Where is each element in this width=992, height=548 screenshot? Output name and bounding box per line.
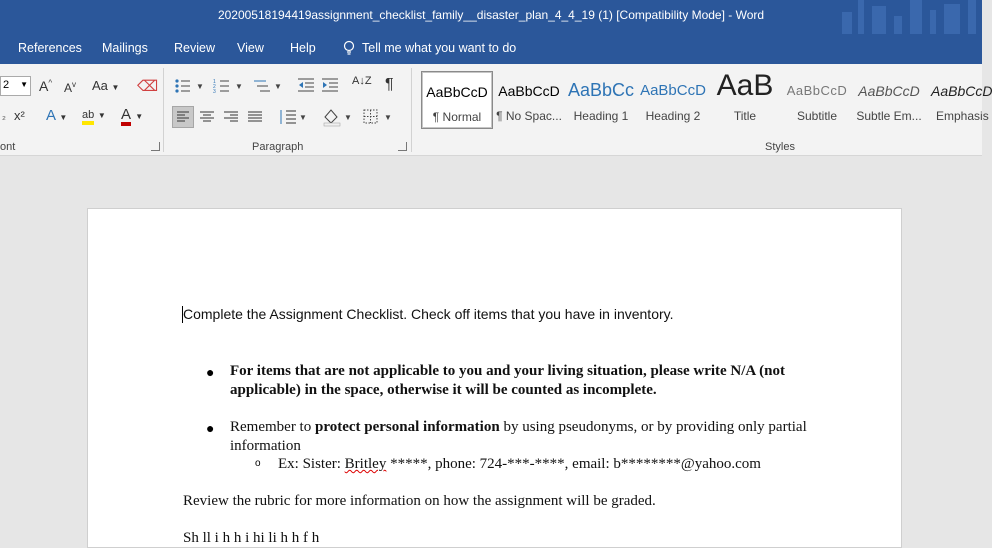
bullet2-text-end: by using pseudonyms, or by providing only partial information xyxy=(230,419,807,454)
svg-text:1: 1 xyxy=(213,79,216,85)
svg-text:▼: ▼ xyxy=(235,82,243,91)
svg-text:▼: ▼ xyxy=(274,82,282,91)
multilevel-list-icon[interactable] xyxy=(252,78,282,94)
style-sample: AaBbCcD xyxy=(931,83,992,99)
spelling-error-word: Britley xyxy=(344,456,387,472)
shrink-font-label: A xyxy=(64,81,73,95)
style-heading-2[interactable] xyxy=(637,71,709,129)
svg-text:3: 3 xyxy=(213,89,216,95)
tell-me-search[interactable] xyxy=(342,40,516,56)
style-subtle-emphasis[interactable] xyxy=(853,71,925,129)
highlighter-icon: ab xyxy=(82,109,94,125)
change-case-button[interactable]: Aa ▼ xyxy=(92,78,120,93)
tell-me-label: Tell me what you want to do xyxy=(362,41,517,55)
numbering-icon[interactable] xyxy=(213,78,243,94)
rubric-paragraph[interactable]: Review the rubric for more information on how the assignment will be graded. xyxy=(183,493,656,509)
window-title: 20200518194419assignment_checklist_family__disaster_plan_4_4_19 (1) [Compatibility Mode] - Word xyxy=(217,8,765,22)
font-size-box[interactable] xyxy=(0,76,31,96)
decrease-indent-icon[interactable] xyxy=(297,77,315,93)
svg-text:2: 2 xyxy=(213,84,216,90)
sub-bullet-marker: o xyxy=(255,458,261,469)
align-left-icon xyxy=(173,107,193,127)
show-formatting-button[interactable]: ¶ xyxy=(385,76,394,93)
paragraph-group-label: Paragraph xyxy=(252,141,304,153)
style-name: Heading 2 xyxy=(645,109,701,123)
styles-group-label: Styles xyxy=(765,141,795,153)
lightbulb-icon xyxy=(342,40,356,56)
highlight-color-button[interactable]: ab ▼ xyxy=(82,106,106,125)
chevron-down-icon: ▼ xyxy=(20,80,28,89)
document-page[interactable] xyxy=(87,208,902,548)
bullet2-bold-text: protect personal information xyxy=(314,419,500,435)
shading-icon[interactable] xyxy=(322,107,354,127)
font-dialog-launcher-icon[interactable] xyxy=(151,142,160,151)
line-spacing-icon[interactable] xyxy=(278,108,306,126)
style-sample: AaBbCcD xyxy=(426,84,488,100)
tab-help[interactable]: Help xyxy=(290,41,316,55)
font-color-button[interactable]: A ▼ xyxy=(121,106,143,126)
style-sample: AaBbCcD xyxy=(640,82,706,99)
style-emphasis[interactable] xyxy=(925,71,992,129)
font-size-value: 2 xyxy=(3,79,10,91)
example-suffix: *****, phone: 724-***-****, email: b********@yahoo.com xyxy=(386,456,761,472)
svg-text:▼: ▼ xyxy=(196,82,204,91)
align-center-icon[interactable] xyxy=(199,110,215,124)
tab-references[interactable]: References xyxy=(18,41,82,55)
style-name: Subtitle xyxy=(796,109,838,123)
example-line[interactable] xyxy=(278,455,761,474)
font-color-label: A xyxy=(121,108,131,126)
style-no-spacing[interactable] xyxy=(493,71,565,129)
increase-indent-icon[interactable] xyxy=(321,77,339,93)
styles-gallery xyxy=(420,69,992,131)
text-effects-button[interactable]: A ▼ xyxy=(46,107,68,124)
title-bar-pattern xyxy=(832,0,982,34)
svg-text:▼: ▼ xyxy=(299,113,307,122)
align-left-button[interactable] xyxy=(172,106,194,128)
style-name: Heading 1 xyxy=(573,109,629,123)
style-sample: AaBbCcD xyxy=(786,83,848,98)
style-sample: AaBbCcD xyxy=(498,83,560,99)
paragraph-dialog-launcher-icon[interactable] xyxy=(398,142,407,151)
example-prefix: Ex: Sister: xyxy=(278,456,345,472)
group-divider xyxy=(411,68,412,152)
bullet-marker: ● xyxy=(206,364,215,380)
subscript-button[interactable]: ₂ xyxy=(2,111,6,122)
change-case-label: Aa xyxy=(92,78,108,93)
style-name: ¶ No Spac... xyxy=(496,109,562,123)
tab-view[interactable]: View xyxy=(237,41,264,55)
align-right-icon[interactable] xyxy=(223,110,239,124)
justify-icon[interactable] xyxy=(247,110,263,124)
text-effects-label: A xyxy=(46,107,56,124)
clear-formatting-icon[interactable]: ⌫ xyxy=(137,78,159,95)
style-sample: AaB xyxy=(716,69,774,102)
style-name: Subtle Em... xyxy=(856,109,922,123)
svg-text:▼: ▼ xyxy=(344,113,352,122)
borders-icon[interactable] xyxy=(362,108,394,126)
superscript-button[interactable]: x² xyxy=(14,108,25,123)
style-title[interactable] xyxy=(709,71,781,129)
shrink-font-button[interactable]: $A^v$ xyxy=(64,80,77,95)
style-sample: AaBbCcD xyxy=(858,83,920,99)
bullet-privacy-instruction[interactable] xyxy=(230,418,820,455)
grow-font-button[interactable]: A^ xyxy=(39,78,53,94)
style-name: Title xyxy=(733,109,757,123)
grow-font-label: A xyxy=(39,78,49,94)
bullet2-text-start: Remember to xyxy=(230,419,315,435)
style-name: ¶ Normal xyxy=(432,110,482,124)
bullet-marker: ● xyxy=(206,420,215,436)
style-name: Emphasis xyxy=(936,109,989,123)
bullet-na-instruction[interactable]: For items that are not applicable to you and your living situation, please write N/A (not applicable) in the space, otherwise it will be counted as incomplete. xyxy=(230,363,786,398)
bullets-icon[interactable] xyxy=(174,78,204,94)
tab-review[interactable]: Review xyxy=(174,41,215,55)
style-normal[interactable] xyxy=(421,71,493,129)
sort-button[interactable]: A↓Z xyxy=(352,75,372,87)
font-group-label: ont xyxy=(0,141,16,153)
style-subtitle[interactable] xyxy=(781,71,853,129)
ribbon-tabs xyxy=(0,34,982,64)
group-divider xyxy=(163,68,164,152)
style-sample: AaBbCc xyxy=(567,80,635,100)
intro-paragraph[interactable]: Complete the Assignment Checklist. Check off items that you have in inventory. xyxy=(183,306,674,322)
style-heading-1[interactable] xyxy=(565,71,637,129)
svg-text:▼: ▼ xyxy=(384,113,392,122)
tab-mailings[interactable]: Mailings xyxy=(102,41,148,55)
title-bar xyxy=(0,0,982,34)
cut-off-paragraph[interactable]: Sh ll i h h i hi li h h f h xyxy=(183,530,320,546)
